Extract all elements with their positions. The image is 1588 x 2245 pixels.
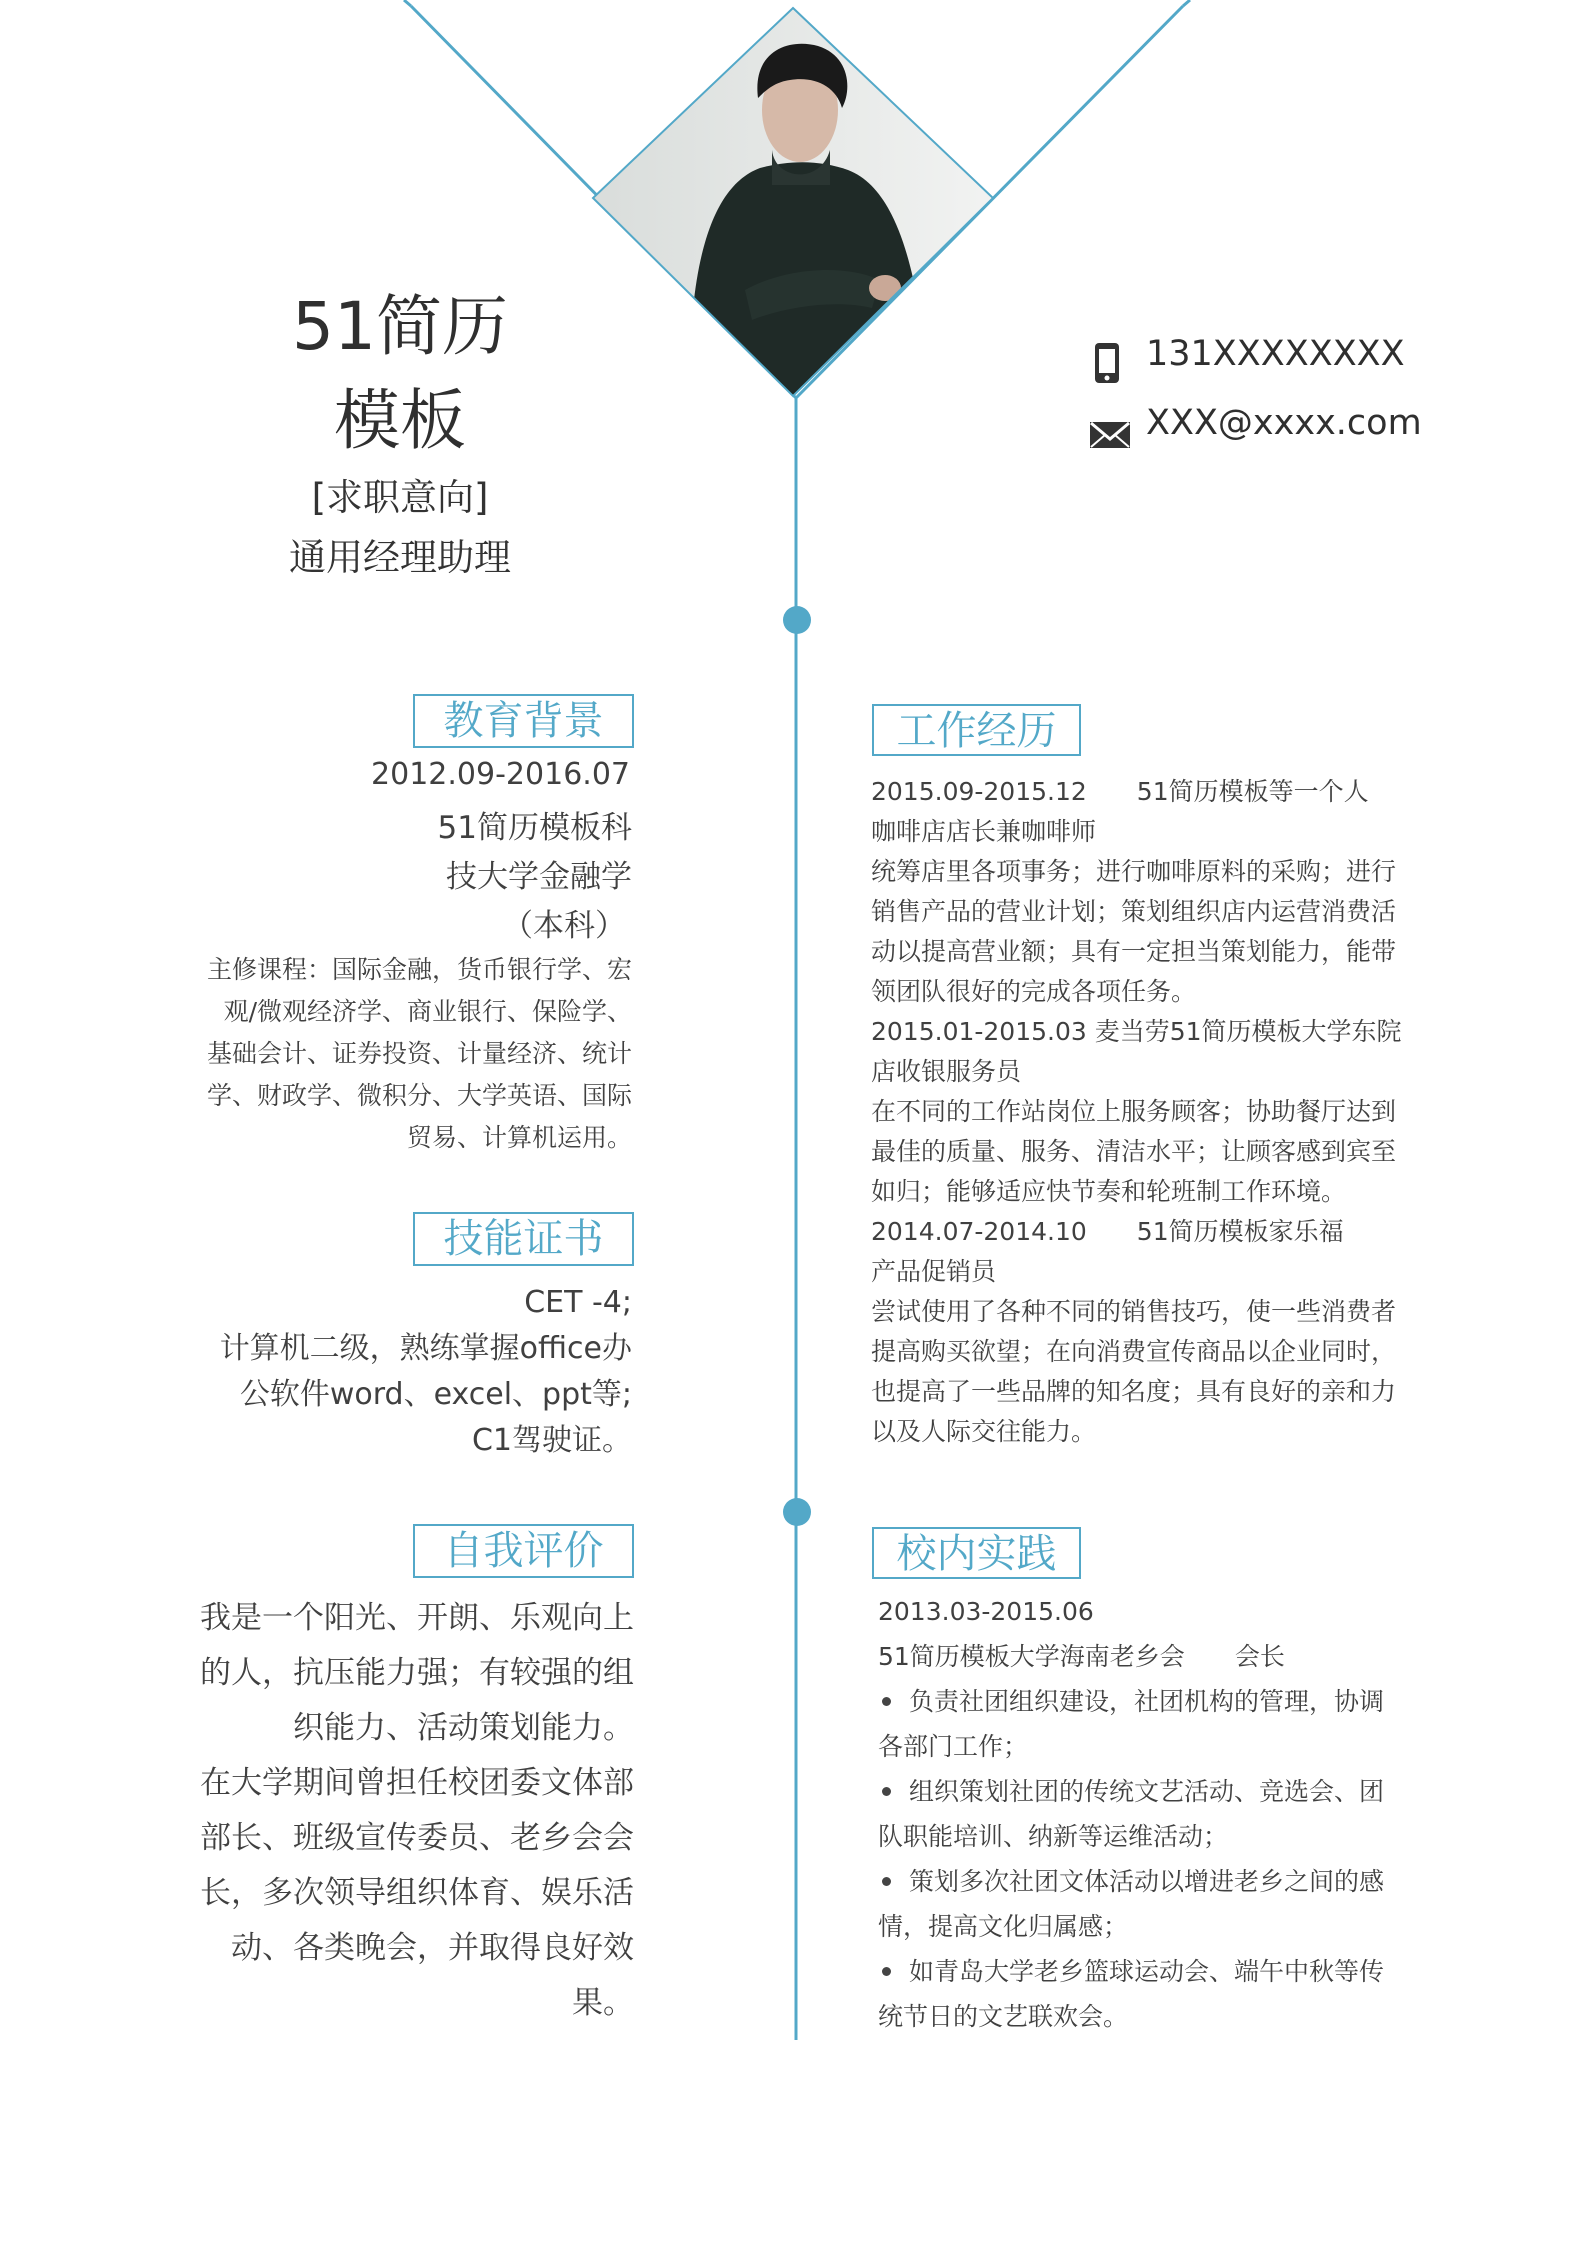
work-line: 2015.01-2015.03 麦当劳51简历模板大学东院 [871,1017,1402,1046]
work-line: 2015.09-2015.12 51简历模板等一个人 [871,777,1369,806]
education-courses [150,949,632,1159]
phone-icon [1085,341,1129,385]
practice-date: 2013.03-2015.06 [878,1597,1094,1626]
self-eval-title: 自我评价 [413,1524,634,1578]
bullet-dot [882,1697,891,1706]
bullet-dot [882,1877,891,1886]
phone-number: 131XXXXXXXX [1146,334,1405,374]
skill-line: 计算机二级，熟练掌握office办 [219,1331,632,1366]
bullet-text: 策划多次社团文体活动以增进老乡之间的感 [909,1867,1385,1896]
self-eval-line: 的人，抗压能力强；有较强的组 [200,1655,634,1691]
school-line: （本科） [502,908,626,944]
education-title: 教育背景 [413,694,634,748]
bullet-continuation: 情，提高文化归属感； [878,1912,1129,1941]
self-eval-line: 部长、班级宣传委员、老乡会会 [200,1820,634,1856]
bullet-text: 负责社团组织建设，社团机构的管理，协调 [909,1687,1385,1716]
work-line: 领团队很好的完成各项任务。 [871,977,1197,1006]
job-intent [200,468,600,588]
name-line-1: 51简历 [292,288,508,365]
bullet-continuation: 统节日的文艺联欢会。 [878,2002,1129,2031]
bullet-text: 组织策划社团的传统文艺活动、竞选会、团 [909,1777,1385,1806]
skills-list [150,1280,632,1464]
work-line: 2014.07-2014.10 51简历模板家乐福 [871,1217,1344,1246]
work-line: 在不同的工作站岗位上服务顾客；协助餐厅达到 [871,1097,1397,1126]
self-eval-line: 果。 [572,1985,634,2021]
school-line: 51简历模板科 [437,810,632,846]
skill-line: 公软件word、excel、ppt等; [239,1377,632,1412]
work-line: 以及人际交往能力。 [871,1417,1097,1446]
bullet-dot [882,1967,891,1976]
skills-title: 技能证书 [413,1212,634,1266]
skill-line: C1驾驶证。 [471,1423,632,1458]
work-line: 产品促销员 [871,1257,997,1286]
education-school [250,804,632,951]
work-line: 提高购买欲望；在向消费宣传商品以企业同时， [871,1337,1397,1366]
practice-bullet [878,1769,1438,1814]
bullet-text: 如青岛大学老乡篮球运动会、端午中秋等传 [909,1957,1385,1986]
practice-bullet [878,1859,1438,1904]
course-line: 贸易、计算机运用。 [406,1123,632,1152]
intent-value: 通用经理助理 [289,536,511,579]
practice-org: 51简历模板大学海南老乡会 会长 [878,1642,1285,1671]
course-line: 观/微观经济学、商业银行、保险学、 [223,997,632,1026]
email-address: XXX@xxxx.com [1146,403,1422,443]
work-line: 也提高了一些品牌的知名度；具有良好的亲和力 [871,1377,1397,1406]
school-line: 技大学金融学 [446,859,632,895]
work-line: 销售产品的营业计划；策划组织店内运营消费活 [871,897,1397,926]
self-eval-line: 我是一个阳光、开朗、乐观向上 [200,1600,634,1636]
work-experience [871,772,1431,1452]
campus-practice [878,1589,1438,2039]
work-line: 最佳的质量、服务、清洁水平；让顾客感到宾至 [871,1137,1397,1166]
course-line: 基础会计、证券投资、计量经济、统计 [206,1039,632,1068]
timeline-dot-2 [783,1498,811,1526]
profile-photo [590,5,1000,400]
self-eval-line: 织能力、活动策划能力。 [293,1710,634,1746]
bullet-continuation: 队职能培训、纳新等运维活动； [878,1822,1229,1851]
work-line: 尝试使用了各种不同的销售技巧，使一些消费者 [871,1297,1397,1326]
skill-line: CET -4; [524,1285,632,1320]
name-line-2: 模板 [334,382,466,459]
work-line: 如归；能够适应快节奏和轮班制工作环境。 [871,1177,1347,1206]
bullet-continuation: 各部门工作； [878,1732,1029,1761]
work-title: 工作经历 [872,704,1081,756]
course-line: 学、财政学、微积分、大学英语、国际 [206,1081,632,1110]
work-line: 统筹店里各项事务；进行咖啡原料的采购；进行 [871,857,1397,886]
self-eval-text [150,1591,634,2031]
envelope-icon [1088,412,1132,456]
intent-label: [求职意向] [311,476,489,519]
self-eval-line: 动、各类晚会，并取得良好效 [231,1930,634,1966]
work-line: 店收银服务员 [871,1057,1022,1086]
resume-name [200,280,600,468]
work-line: 咖啡店店长兼咖啡师 [871,817,1097,846]
practice-bullet [878,1949,1438,1994]
practice-title: 校内实践 [872,1527,1081,1579]
course-line: 主修课程：国际金融，货币银行学、宏 [206,955,632,984]
bullet-dot [882,1787,891,1796]
timeline-dot-1 [783,606,811,634]
self-eval-line: 长，多次领导组织体育、娱乐活 [200,1875,634,1911]
practice-bullet [878,1679,1438,1724]
education-date: 2012.09-2016.07 [371,757,630,792]
work-line: 动以提高营业额；具有一定担当策划能力，能带 [871,937,1397,966]
self-eval-line: 在大学期间曾担任校团委文体部 [200,1765,634,1801]
